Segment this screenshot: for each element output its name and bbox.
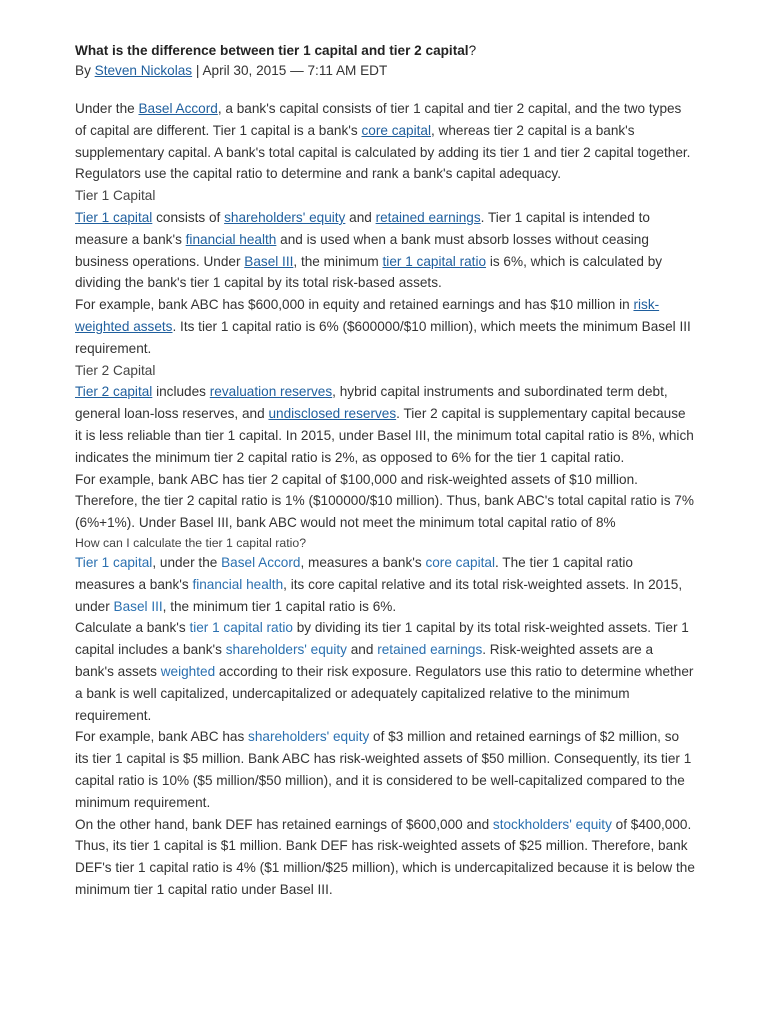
inline-link[interactable]: Basel Accord (221, 554, 301, 570)
section-heading-tier2: Tier 2 Capital (75, 362, 156, 378)
inline-link[interactable]: core capital (425, 554, 495, 570)
calc-paragraph-3 (75, 726, 695, 813)
text-run: , the minimum tier 1 capital ratio is 6%. (162, 598, 397, 614)
article-title (75, 41, 695, 61)
text-run: On the other hand, bank DEF has retained earnings of $600,000 and (75, 816, 493, 832)
text-run: by dividing its tier 1 capital by its total risk-weighted assets. Tier 1 capital includes a bank's (75, 620, 689, 658)
text-run: consists of (152, 209, 225, 225)
inline-link[interactable]: risk-weighted assets (75, 297, 660, 334)
text-run: For example, bank ABC has tier 2 capital of $100,000 and risk-weighted assets of $10 million. Therefore, the tier 2 capital ratio is 1% ($100000/$10 million). Thus, bank ABC's total capital ratio is 7% (6%+1%). Under Basel III, bank ABC would not meet the minimum total capital ratio of 8% (75, 471, 694, 531)
article-title-text: What is the difference between tier 1 capital and tier 2 capital (75, 43, 469, 58)
inline-link[interactable]: retained earnings (375, 209, 481, 225)
text-run: , hybrid capital instruments and subordinated term debt, general loan-loss reserves, and (75, 384, 668, 422)
text-run: . Risk-weighted assets are a bank's assets (75, 642, 654, 679)
calc-paragraph-4 (75, 814, 695, 901)
calc-paragraph-1 (75, 552, 695, 617)
inline-link[interactable]: Tier 1 capital (75, 554, 153, 570)
inline-link[interactable]: tier 1 capital ratio (382, 253, 487, 269)
text-run: , its core capital relative and its total risk-weighted assets. In 2015, under (75, 576, 683, 614)
text-run: according to their risk exposure. Regulators use this ratio to determine whether a bank is well capitalized, undercapitalized or adequately capitalized relative to the minimum requirement. (75, 663, 694, 723)
text-run: For example, bank ABC has (75, 729, 249, 745)
inline-link[interactable]: tier 1 capital ratio (189, 620, 293, 636)
text-run: and (346, 642, 378, 658)
inline-link[interactable]: shareholders' equity (224, 209, 346, 225)
inline-link[interactable]: Basel Accord (138, 101, 218, 116)
inline-link[interactable]: Tier 1 capital (75, 209, 153, 225)
tier1-paragraph-1 (75, 207, 695, 294)
tier2-paragraph-1 (75, 381, 695, 468)
inline-link[interactable]: financial health (185, 231, 277, 247)
text-run: . Tier 1 capital is intended to measure a bank's (75, 209, 650, 247)
text-run: , measures a bank's (300, 554, 426, 570)
spacer (75, 81, 695, 98)
section-heading-calculate: How can I calculate the tier 1 capital ratio? (75, 535, 307, 550)
text-run: , whereas tier 2 capital is a bank's supplementary capital. A bank's total capital is calculated by adding its tier 1 and tier 2 capital together. Regulators use the capital ratio to determine and rank a bank's capital adequacy. (75, 122, 691, 182)
inline-link[interactable]: shareholders' equity (248, 729, 370, 745)
text-run: . The tier 1 capital ratio measures a bank's (75, 554, 633, 592)
text-run: and (345, 209, 376, 225)
text-run: of $400,000. Thus, its tier 1 capital is $1 million. Bank DEF has risk-weighted assets of $25 million. Therefore, bank DEF's tier 1 capital ratio is 4% ($1 million/$25 million), which is undercapitalized because it is below the minimum tier 1 capital ratio under Basel III. (75, 816, 695, 897)
article-title-qmark: ? (468, 43, 477, 58)
section-heading-tier1: Tier 1 Capital (75, 188, 156, 204)
article (75, 41, 695, 901)
text-run: and is used when a bank must absorb losses without ceasing business operations. Under (75, 231, 649, 269)
inline-link[interactable]: retained earnings (377, 642, 483, 658)
text-run: For example, bank ABC has $600,000 in equity and retained earnings and has $10 million in (75, 297, 634, 313)
calc-paragraph-2 (75, 617, 695, 726)
inline-link[interactable]: Basel III (113, 598, 163, 614)
text-run: . Its tier 1 capital ratio is 6% ($600000/$10 million), which meets the minimum Basel III requirement. (75, 318, 691, 356)
text-run: , under the (152, 554, 222, 570)
text-run: of $3 million and retained earnings of $2 million, so its tier 1 capital is $5 million. Bank ABC has risk-weighted assets of $50 million. Consequently, its tier 1 capital ratio is 10% ($5 million/$50 million), and it is considered to be well-capitalized compared to the minimum requirement. (75, 729, 692, 810)
inline-link[interactable]: Tier 2 capital (75, 384, 153, 400)
inline-link[interactable]: financial health (192, 576, 284, 592)
author-link[interactable]: Steven Nickolas (94, 63, 193, 78)
text-run: includes (152, 384, 210, 400)
inline-link[interactable]: undisclosed reserves (268, 406, 397, 422)
tier1-paragraph-2 (75, 294, 695, 359)
text-run: Under the (75, 101, 139, 116)
inline-link[interactable]: Basel III (244, 253, 294, 269)
intro-paragraph (75, 98, 695, 185)
byline (75, 61, 695, 81)
inline-link[interactable]: weighted (160, 663, 216, 679)
text-run: , a bank's capital consists of tier 1 capital and tier 2 capital, and the two types of capital are different. Tier 1 capital is a bank's (75, 101, 682, 138)
text-run: . Tier 2 capital is supplementary capital because it is less reliable than tier 1 capital. In 2015, under Basel III, the minimum total capital ratio is 8%, which indicates the minimum tier 2 capital ratio is 2%, as opposed to 6% for the tier 1 capital ratio. (75, 406, 694, 465)
text-run: , the minimum (293, 253, 383, 269)
byline-date: | April 30, 2015 — 7:11 AM EDT (192, 63, 388, 78)
tier2-paragraph-2 (75, 469, 695, 534)
inline-link[interactable]: shareholders' equity (225, 642, 347, 658)
text-run: is 6%, which is calculated by dividing the bank's tier 1 capital by its total risk-based assets. (75, 253, 663, 291)
text-run: Calculate a bank's (75, 620, 190, 636)
byline-prefix: By (75, 63, 95, 78)
inline-link[interactable]: revaluation reserves (209, 384, 333, 400)
inline-link[interactable]: core capital (361, 122, 431, 138)
inline-link[interactable]: stockholders' equity (492, 816, 612, 832)
